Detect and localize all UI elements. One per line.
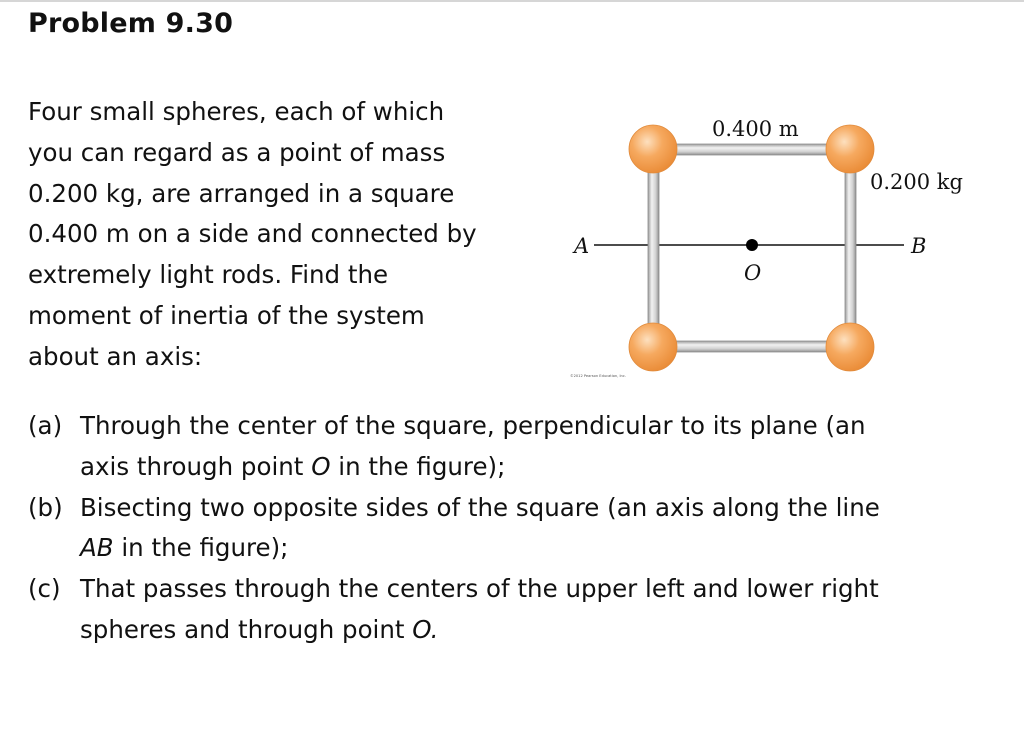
part-text [80, 488, 1008, 570]
center-label: O [744, 261, 762, 285]
statement-line: about an axis: [28, 341, 203, 371]
top-rod [668, 144, 836, 155]
part-label: (a) [28, 411, 63, 440]
statement-line: Four small spheres, each of which [28, 97, 445, 126]
statement-line: extremely light rods. Find the [28, 260, 389, 290]
question-part [28, 406, 1008, 488]
italic-symbol: O. [412, 614, 439, 644]
bottom-rod [668, 341, 836, 352]
top-rule [0, 0, 1024, 2]
sphere-lower-right [826, 323, 874, 371]
statement-line: you can regard as a point of mass [28, 137, 446, 167]
square-spheres-figure [556, 100, 996, 390]
part-line: Bisecting two opposite sides of the square (an axis along the line [80, 492, 880, 522]
copyright-text: ©2012 Pearson Education, Inc. [570, 374, 626, 378]
left-rod [648, 166, 659, 330]
italic-symbol: O [311, 451, 331, 481]
center-point-dot [746, 239, 758, 251]
question-parts [28, 406, 1008, 651]
statement-line: 0.200 kg, are arranged in a square [28, 178, 455, 208]
question-part [28, 569, 1008, 651]
sphere-upper-right [826, 125, 874, 173]
part-label: (b) [28, 492, 63, 522]
point-b-label: B [911, 234, 927, 258]
statement-line: moment of inertia of the system [28, 300, 425, 330]
part-line: That passes through the centers of the upper left and lower right [80, 574, 879, 604]
point-a-label: A [574, 234, 590, 258]
problem-statement [28, 92, 568, 378]
part-text [80, 406, 1008, 488]
italic-symbol: AB [80, 533, 114, 563]
sphere-lower-left [629, 323, 677, 371]
right-rod [845, 166, 856, 330]
part-label: (c) [28, 574, 61, 604]
part-line: spheres and through point O. [80, 614, 439, 644]
question-part [28, 488, 1008, 570]
statement-line: 0.400 m on a side and connected by [28, 219, 477, 249]
part-text [80, 569, 1008, 651]
part-line: Through the center of the square, perpendicular to its plane (an [80, 411, 866, 440]
page-title: Problem 9.30 [28, 8, 234, 39]
mass-label: 0.200 kg [870, 170, 963, 194]
part-line: AB in the figure); [80, 533, 289, 563]
sphere-upper-left [629, 125, 677, 173]
part-line: axis through point O in the figure); [80, 451, 506, 481]
side-length-label: 0.400 m [712, 117, 799, 141]
figure-svg [556, 100, 996, 390]
